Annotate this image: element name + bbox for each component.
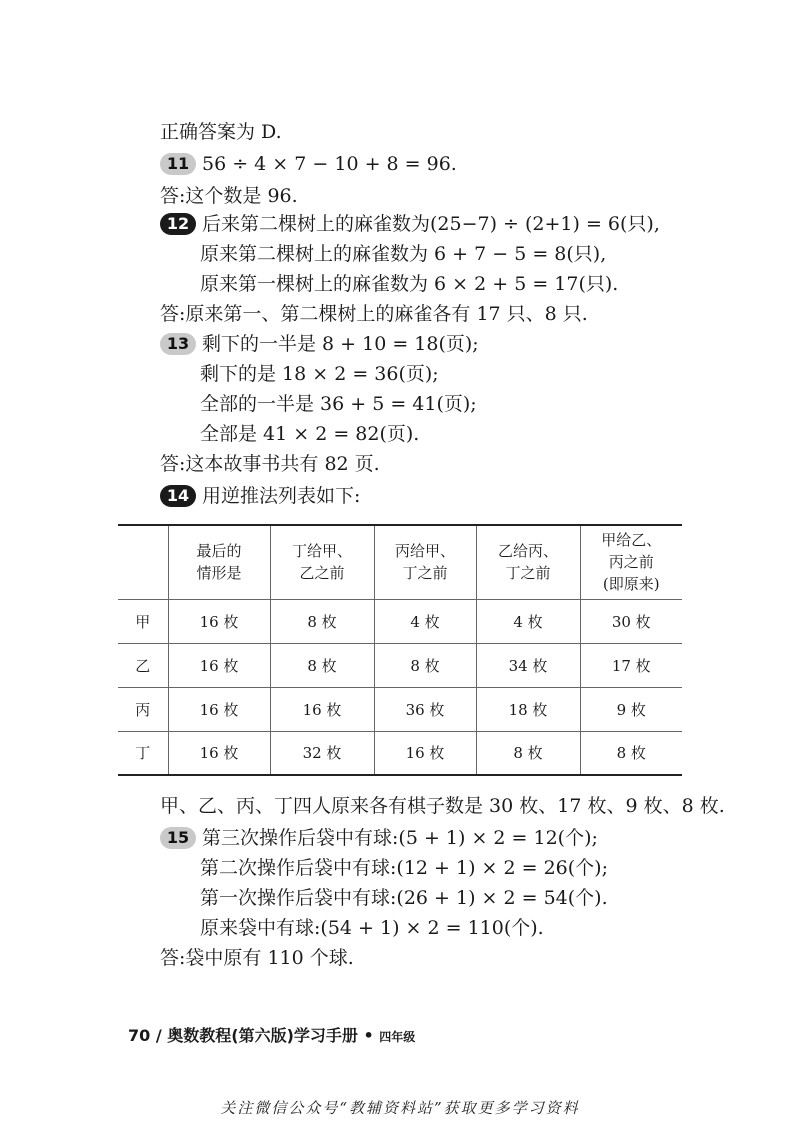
problem-11-equation: 56 ÷ 4 × 7 − 10 + 8 = 96.	[202, 153, 457, 175]
watermark-text: 关注微信公众号“教辅资料站”获取更多学习资料	[220, 1099, 580, 1117]
table-cell: 8 枚	[580, 731, 682, 775]
problem-15	[160, 826, 598, 850]
problem-13-number-badge: 13	[160, 333, 196, 355]
problem-13-line-2: 剩下的是 18 × 2 = 36(页);	[200, 363, 439, 385]
table-header-cell: 丁给甲、 乙之前	[270, 525, 374, 599]
problem-13	[160, 332, 479, 356]
table-cell: 16 枚	[168, 643, 270, 687]
table-cell: 8 枚	[374, 643, 476, 687]
table-cell: 30 枚	[580, 599, 682, 643]
table-cell: 17 枚	[580, 643, 682, 687]
table-cell: 16 枚	[168, 731, 270, 775]
problem-15-line-4: 原来袋中有球:(54 + 1) × 2 = 110(个).	[200, 917, 544, 939]
table-header-cell	[118, 525, 168, 599]
reverse-deduction-table	[118, 524, 682, 776]
problem-11-number-badge: 11	[160, 153, 196, 175]
problem-15-line-2: 第二次操作后袋中有球:(12 + 1) × 2 = 26(个);	[200, 857, 608, 879]
problem-14-number-badge: 14	[160, 485, 196, 507]
footer-slash: /	[155, 1026, 162, 1045]
problem-12-line-3: 原来第一棵树上的麻雀数为 6 × 2 + 5 = 17(只).	[200, 273, 619, 295]
table-cell: 9 枚	[580, 687, 682, 731]
table-cell: 丁	[118, 731, 168, 775]
table-header-row	[118, 525, 682, 599]
table-cell: 8 枚	[476, 731, 580, 775]
problem-14	[160, 484, 360, 508]
book-title: 奥数教程(第六版)学习手册	[167, 1026, 358, 1045]
problem-14-intro: 用逆推法列表如下:	[202, 485, 361, 507]
problem-13-answer: 答:这本故事书共有 82 页.	[160, 453, 380, 475]
problem-12-line-1: 后来第二棵树上的麻雀数为(25−7) ÷ (2+1) = 6(只),	[202, 213, 660, 235]
footer-dot: •	[363, 1026, 374, 1045]
table-row	[118, 731, 682, 775]
table-cell: 4 枚	[374, 599, 476, 643]
table-header-cell: 乙给丙、 丁之前	[476, 525, 580, 599]
problem-13-line-1: 剩下的一半是 8 + 10 = 18(页);	[202, 333, 479, 355]
table-cell: 16 枚	[270, 687, 374, 731]
table-cell: 丙	[118, 687, 168, 731]
problem-12-number-badge: 12	[160, 213, 196, 235]
problem-13-line-3: 全部的一半是 36 + 5 = 41(页);	[200, 393, 477, 415]
table-header-cell: 甲给乙、 丙之前 (即原来)	[580, 525, 682, 599]
page-number: 70	[128, 1026, 151, 1045]
grade-label: 四年级	[379, 1030, 416, 1044]
table-cell: 8 枚	[270, 599, 374, 643]
intro-text: 正确答案为 D.	[160, 121, 282, 143]
table-cell: 8 枚	[270, 643, 374, 687]
problem-15-line-1: 第三次操作后袋中有球:(5 + 1) × 2 = 12(个);	[202, 827, 598, 849]
problem-12-line-2: 原来第二棵树上的麻雀数为 6 + 7 − 5 = 8(只),	[200, 243, 607, 265]
table-row	[118, 687, 682, 731]
table-cell: 4 枚	[476, 599, 580, 643]
problem-15-answer: 答:袋中原有 110 个球.	[160, 947, 354, 969]
problem-15-line-3: 第一次操作后袋中有球:(26 + 1) × 2 = 54(个).	[200, 887, 608, 909]
page-footer	[128, 1023, 415, 1046]
table-cell: 乙	[118, 643, 168, 687]
table-cell: 16 枚	[168, 599, 270, 643]
table-row	[118, 643, 682, 687]
table-cell: 32 枚	[270, 731, 374, 775]
table-cell: 18 枚	[476, 687, 580, 731]
table-cell: 16 枚	[374, 731, 476, 775]
problem-11-answer: 答:这个数是 96.	[160, 185, 298, 207]
problem-13-line-4: 全部是 41 × 2 = 82(页).	[200, 423, 420, 445]
problem-15-number-badge: 15	[160, 827, 196, 849]
problem-12	[160, 212, 660, 236]
table-cell: 36 枚	[374, 687, 476, 731]
table-row	[118, 599, 682, 643]
table-cell: 16 枚	[168, 687, 270, 731]
problem-11	[160, 152, 457, 176]
table-header-cell: 最后的 情形是	[168, 525, 270, 599]
table-cell: 甲	[118, 599, 168, 643]
problem-12-answer: 答:原来第一、第二棵树上的麻雀各有 17 只、8 只.	[160, 303, 588, 325]
table-cell: 34 枚	[476, 643, 580, 687]
table-header-cell: 丙给甲、 丁之前	[374, 525, 476, 599]
problem-14-conclusion: 甲、乙、丙、丁四人原来各有棋子数是 30 枚、17 枚、9 枚、8 枚.	[160, 795, 725, 817]
